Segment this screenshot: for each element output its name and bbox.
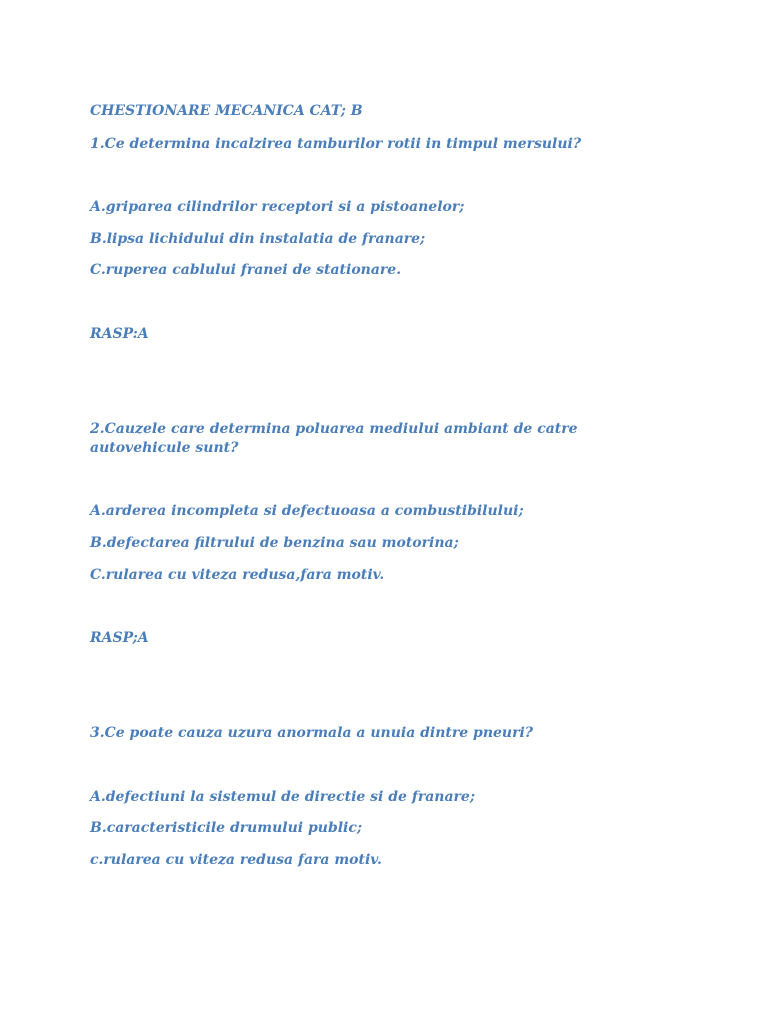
question-3-text: 3.Ce poate cauza uzura anormala a unuia dintre pneuri? bbox=[90, 725, 534, 741]
question-2-text: 2.Cauzele care determina poluarea mediului ambiant de catre autovehicule sunt? bbox=[90, 421, 578, 456]
question-1-text: 1.Ce determina incalzirea tamburilor rotii in timpul mersului? bbox=[90, 136, 582, 152]
question-2-option-c: C.rularea cu viteza redusa,fara motiv. bbox=[90, 567, 385, 583]
question-2-option-a: A.arderea incompleta si defectuoasa a combustibilului; bbox=[90, 503, 524, 519]
question-1-answer: RASP:A bbox=[90, 326, 149, 342]
question-3-option-b: B.caracteristicile drumului public; bbox=[90, 820, 363, 836]
question-1-option-b: B.lipsa lichidului din instalatia de franare; bbox=[90, 231, 426, 247]
question-2-option-b: B.defectarea filtrului de benzina sau motorina; bbox=[90, 535, 459, 551]
question-1-option-c: C.ruperea cablului franei de stationare. bbox=[90, 262, 402, 278]
document-title: CHESTIONARE MECANICA CAT; B bbox=[90, 103, 363, 119]
question-3-option-c: c.rularea cu viteza redusa fara motiv. bbox=[90, 852, 382, 868]
question-1-option-a: A.griparea cilindrilor receptori si a pistoanelor; bbox=[90, 199, 465, 215]
question-3-option-a: A.defectiuni la sistemul de directie si de franare; bbox=[90, 789, 475, 805]
question-2-answer: RASP;A bbox=[90, 630, 149, 646]
